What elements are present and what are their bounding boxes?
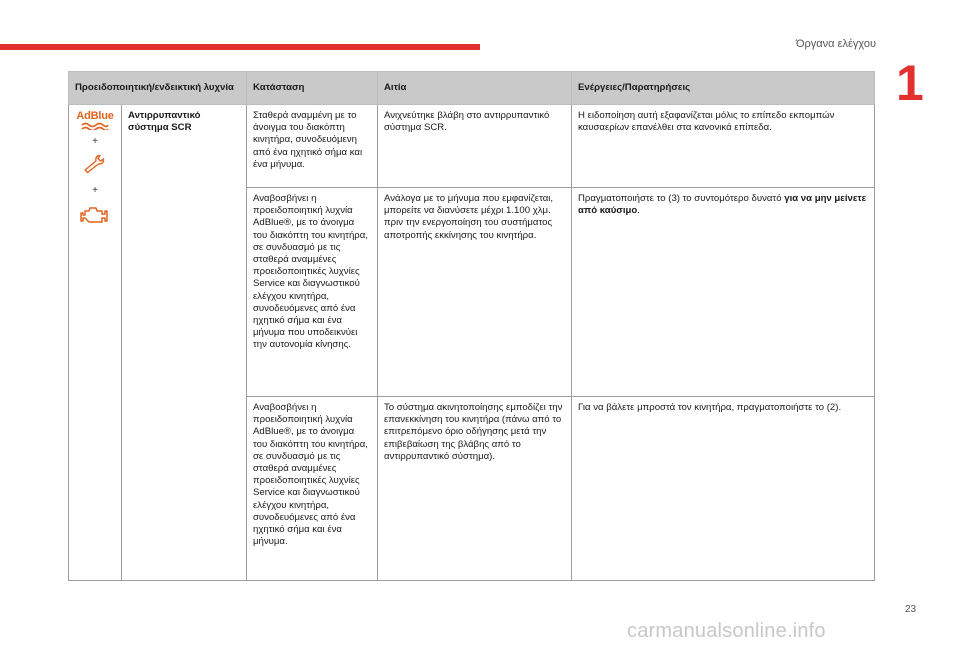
column-header-cause: Αιτία [378,72,572,105]
action-cell [572,188,875,397]
adblue-label: AdBlue [76,110,114,122]
chapter-number: 1 [896,55,924,111]
watermark: carmanualsonline.info [627,620,826,642]
plus-sign: + [92,184,98,196]
column-header-lamp: Προειδοποιητική/ενδεικτική λυχνία [69,72,247,105]
indicator-icons-cell [69,105,122,581]
cause-cell: Ανάλογα με το μήνυμα που εμφανίζεται, μπορείτε να διανύσετε μέχρι 1.100 χλμ. πριν την ενεργοποίηση του συστήματος αποτροπής εκκίνησης του κινητήρα. [378,188,572,397]
action-text-end: . [637,205,640,217]
indicator-name-cell [122,105,247,581]
section-title: Όργανα ελέγχου [796,38,876,50]
warning-lamp-table [68,71,875,581]
cause-cell: Το σύστημα ακινητοποίησης εμποδίζει την επανεκκίνηση του κινητήρα (πάνω από το επιτρεπόμενο όριο οδήγησης μετά την επιβεβαίωση της βλάβης από το αντιρρυπαντικό σύστημα). [378,397,572,581]
state-cell: Αναβοσβήνει η προειδοποιητική λυχνία AdBlue®, με το άνοιγμα του διακόπτη του κινητήρα, σε συνδυασμό με τις σταθερά αναμμένες προειδοποιητικές λυχνίες Service και διαγνωστικού ελέγχου κινητήρα, συνοδευόμενες από ένα ηχητικό σήμα και ένα μήνυμα που υποδεικνύει την αυτονομία κίνησης. [247,188,378,397]
action-emphasis: για να μην μείνετε από καύσιμο [578,193,867,217]
action-cell: Η ειδοποίηση αυτή εξαφανίζεται μόλις το επίπεδο εκπομπών καυσαερίων επανέλθει στα κανονικά επίπεδα. [572,105,875,188]
page-number: 23 [905,604,917,615]
table-row [69,105,875,188]
table-header-row [69,72,875,105]
top-accent-bar [0,44,480,50]
indicator-name: Αντιρρυπαντικό σύστημα SCR [128,110,201,134]
state-cell: Αναβοσβήνει η προειδοποιητική λυχνία AdBlue®, με το άνοιγμα του διακόπτη του κινητήρα, σε συνδυασμό με τις σταθερά αναμμένες προειδοποιητικές λυχνίες Service και διαγνωστικού ελέγχου κινητήρα, συνοδευόμενες από ένα ηχητικό σήμα και ένα μήνυμα. [247,397,378,581]
column-header-actions: Ενέργειες/Παρατηρήσεις [572,72,875,105]
plus-sign: + [92,136,98,148]
action-cell: Για να βάλετε μπροστά τον κινητήρα, πραγματοποιήστε το (2). [572,397,875,581]
column-header-state: Κατάσταση [247,72,378,105]
adblue-wave-icon [81,122,109,130]
action-text: Πραγματοποιήστε το (3) το συντομότερο δυνατό [578,193,785,204]
engine-check-icon [80,203,110,225]
wrench-service-icon [82,154,108,174]
state-cell: Σταθερά αναμμένη με το άνοιγμα του διακόπτη κινητήρα, συνοδευόμενη από ένα ηχητικό σήμα και ένα μήνυμα. [247,105,378,188]
cause-cell: Ανιχνεύτηκε βλάβη στο αντιρρυπαντικό σύστημα SCR. [378,105,572,188]
